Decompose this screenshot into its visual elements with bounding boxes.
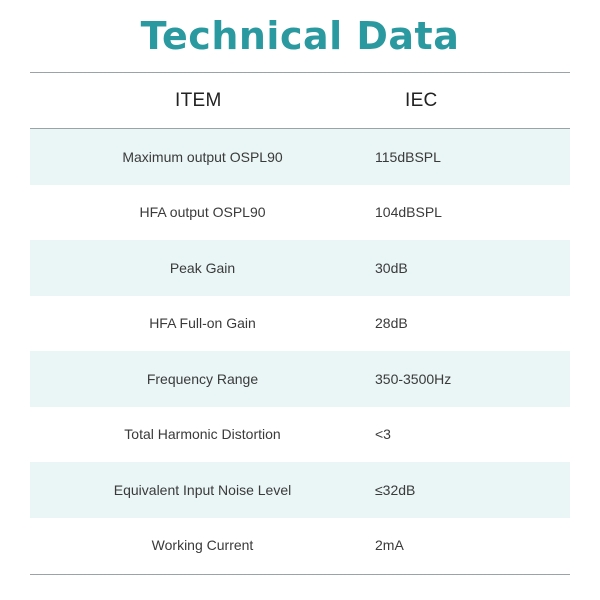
table-header-row: [30, 73, 570, 128]
row-iec-value: 104dBSPL: [375, 204, 442, 221]
table-row: [30, 518, 570, 574]
table-row: [30, 462, 570, 518]
row-item-label: Total Harmonic Distortion: [124, 426, 281, 443]
table-row: [30, 185, 570, 241]
row-item-label: Working Current: [151, 537, 254, 554]
table-row: [30, 407, 570, 463]
column-header-iec: IEC: [405, 89, 438, 111]
row-item-label: HFA output OSPL90: [139, 204, 266, 221]
row-item-label: Peak Gain: [169, 259, 236, 276]
row-iec-value: 28dB: [375, 315, 408, 332]
row-item-label: Maximum output OSPL90: [122, 148, 283, 165]
row-iec-value: 115dBSPL: [375, 148, 441, 165]
table-row: [30, 240, 570, 296]
row-iec-value: 2mA: [375, 537, 404, 554]
table-row: [30, 351, 570, 407]
row-iec-value: 350-3500Hz: [375, 370, 452, 387]
row-iec-value: ≤32dB: [375, 481, 416, 498]
row-iec-value: <3: [375, 426, 391, 443]
row-item-label: Frequency Range: [146, 370, 259, 387]
technical-data-table: [30, 73, 570, 554]
bottom-divider: [30, 574, 570, 575]
table-row: [30, 129, 570, 185]
table-row: [30, 296, 570, 352]
row-item-label: HFA Full-on Gain: [149, 315, 256, 332]
row-iec-value: 30dB: [375, 259, 408, 276]
table-body: [30, 129, 570, 573]
row-item-label: Equivalent Input Noise Level: [113, 481, 292, 498]
column-header-item: ITEM: [175, 89, 222, 111]
page-title: Technical Data: [140, 14, 460, 58]
